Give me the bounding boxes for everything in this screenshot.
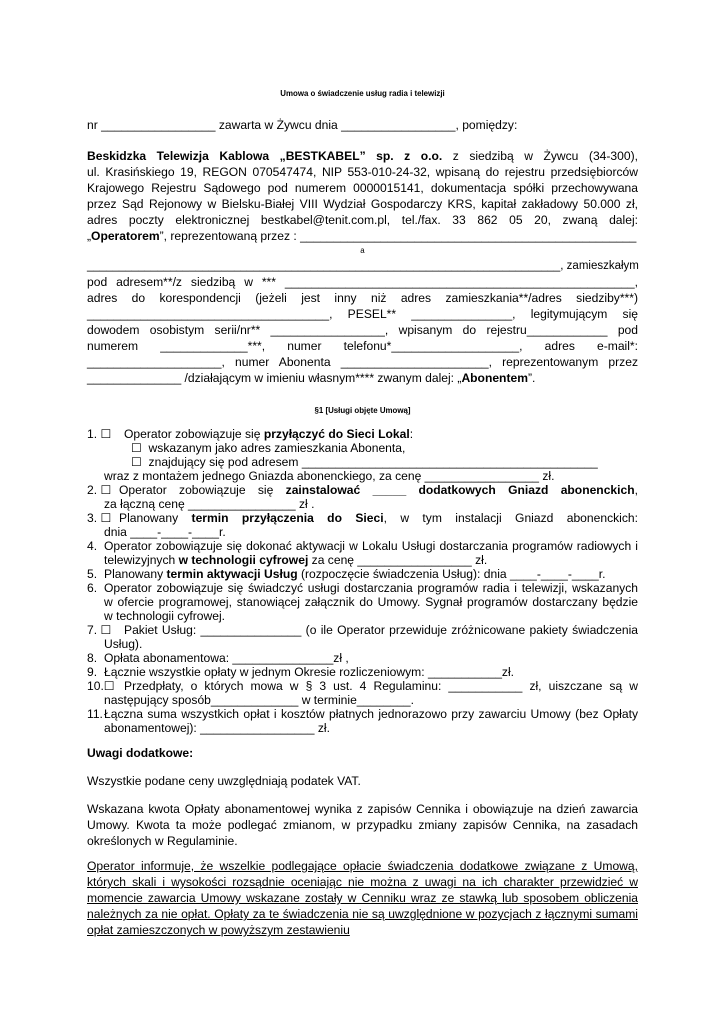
item-4-number: 4. <box>87 539 98 553</box>
client-line-6: numerem _____________***, numer telefonu*___________________, adres e-mail*: <box>87 339 638 353</box>
item-8-text: Opłata abonamentowa: _______________zł , <box>104 651 349 665</box>
item-10-number[interactable]: 10.☐ <box>87 679 115 693</box>
operator-line-1: Beskidzka Telewizja Kablowa „BESTKABEL” sp. z o.o. z siedzibą w Żywcu (34-300), <box>87 149 638 163</box>
item-4-line-2: telewizyjnych w technologii cyfrowej za cenę _________________ zł. <box>104 553 488 567</box>
item-6-line-2: w ofercie programowej, stanowiącej załącznik do Umowy. Sygnał programów dostarczany będzie <box>104 595 638 609</box>
item-7-number[interactable]: 7. ☐ <box>87 623 112 637</box>
item-8-number: 8. <box>87 651 98 665</box>
and-separator: a <box>360 246 365 255</box>
item-3-text: Planowany termin przyłączenia do Sieci, w tym instalacji Gniazd abonenckich: <box>119 511 638 525</box>
contract-number-line: nr _________________ zawarta w Żywcu dnia _________________, pomiędzy: <box>87 118 518 132</box>
item-2-number[interactable]: 2. ☐ <box>87 483 112 497</box>
client-line-5: dowodem osobistym serii/nr** _________________, wpisanym do rejestru____________ pod <box>87 323 638 337</box>
section-1-heading: §1 [Usługi objęte Umową] <box>314 406 411 415</box>
item-2-continuation: za łączną cenę ________________ zł . <box>104 497 315 511</box>
client-line-7: ____________________, numer Abonenta ______________________, reprezentowanym przez <box>87 355 638 369</box>
info-note-line-4: należnych za nie opłat. Opłaty za te świadczenia nie są uwzględnione w pozycjach z łącznymi sumami <box>87 907 638 921</box>
fee-note-line-1: Wskazana kwota Opłaty abonamentowej wynika z zapisów Cennika i obowiązuje na dzień zawarcia <box>87 802 638 816</box>
item-9-text: Łącznie wszystkie opłaty w jednym Okresie rozliczeniowym: ___________zł. <box>104 665 515 679</box>
item-2-text: Operator zobowiązuje się zainstalować _____ dodatkowych Gniazd abonenckich, <box>119 483 638 497</box>
item-1-number: 1. ☐ <box>87 427 112 441</box>
item-5-text: Planowany termin aktywacji Usług (rozpoczęcie świadczenia Usług): dnia ____-____-____r. <box>104 567 606 581</box>
item-3-continuation: dnia ____-____-____r. <box>104 525 226 539</box>
info-note-line-2: których skali i wysokości rozsądnie oceniając nie można z uwagi na ich charakter przewidzieć w <box>87 875 638 889</box>
fee-note-line-3: określonych w Regulaminie. <box>87 834 238 848</box>
item-1-option-residence[interactable]: ☐ wskazanym jako adres zamieszkania Abonenta, <box>131 441 406 455</box>
info-note-line-5: opłat zamieszczonych w powyższym zestawieniu <box>87 923 350 937</box>
operator-line-3: Krajowego Rejestru Sądowego pod numerem 0000015141, dokumentacja spółki przechowywana <box>87 181 638 195</box>
item-11-line-1: Łączna suma wszystkich opłat i kosztów płatnych jednorazowo przy zawarciu Umowy (bez Opłaty <box>104 707 638 721</box>
document-title: Umowa o świadczenie usług radia i telewizji <box>280 89 445 98</box>
client-line-3: adres do korespondencji (jeżeli jest inny niż adres zamieszkania**/adres siedziby***) <box>87 291 638 305</box>
item-6-line-3: w technologii cyfrowej. <box>104 609 225 623</box>
operator-line-5: adres poczty elektronicznej bestkabel@tenit.com.pl, tel./fax. 33 862 05 20, zwaną dalej: <box>87 213 638 227</box>
item-10-line-2: następujący sposób_____________ w terminie________. <box>104 693 414 707</box>
fee-note-line-2: Umowy. Kwota ta może podlegać zmianom, w przypadku zmiany zapisów Cennika, na zasadach <box>87 818 638 832</box>
item-4-line-1: Operator zobowiązuje się dokonać aktywacji w Lokalu Usługi dostarczania programów radiowych i <box>104 539 638 553</box>
item-9-number: 9. <box>87 665 98 679</box>
item-7-line-1: Pakiet Usług: _______________ (o ile Operator przewiduje zróżnicowane pakiety świadczenia <box>124 623 638 637</box>
operator-line-2: ul. Krasińskiego 19, REGON 070547474, NIP 553-010-24-32, wpisaną do rejestru przedsiębiorców <box>87 165 638 179</box>
remarks-heading: Uwagi dodatkowe: <box>87 746 194 760</box>
operator-line-4: przez Sąd Rejonowy w Bielsku-Białej VIII Wydział Gospodarczy KRS, kapitał zakładowy 50.000 zł, <box>87 197 638 211</box>
item-1-text: Operator zobowiązuje się przyłączyć do Sieci Lokal: <box>124 427 414 441</box>
client-line-8: ______________ /działającym w imieniu własnym**** zwanym dalej: „Abonentem”. <box>87 371 536 385</box>
operator-line-6: „Operatorem”, reprezentowaną przez : __________________________________________________ <box>87 229 637 243</box>
item-11-number: 11. <box>87 707 103 721</box>
client-line-1: __________________________________________________________________________, zamieszkałym <box>87 260 639 272</box>
item-6-number: 6. <box>87 581 98 595</box>
info-note-line-1: Operator informuje, że wszelkie podlegające opłacie świadczenia dodatkowe związane z Umową, <box>87 859 638 873</box>
item-1-continuation: wraz z montażem jednego Gniazda abonenckiego, za cenę _________________ zł. <box>104 469 555 483</box>
vat-note: Wszystkie podane ceny uwzględniają podatek VAT. <box>87 774 361 788</box>
item-6-line-1: Operator zobowiązuje się świadczyć usługi dostarczania programów radia i telewizji, wskazanych <box>104 581 638 595</box>
item-1-option-other-address[interactable]: ☐ znajdujący się pod adresem ____________________________________________ <box>131 455 598 469</box>
info-note-line-3: momencie zawarcia Umowy wskazane zostały w Cenniku wraz ze stawką lub sposobem obliczenia <box>87 891 638 905</box>
item-7-line-2: Usług). <box>104 637 143 651</box>
item-5-number: 5. <box>87 567 98 581</box>
client-line-2: pod adresem**/z siedzibą w *** ____________________________________________________, <box>87 275 638 289</box>
item-11-line-2: abonamentowej): _________________ zł. <box>104 721 330 735</box>
item-10-line-1: Przedpłaty, o których mowa w § 3 ust. 4 Regulaminu: ___________ zł, uiszczane są w <box>124 679 638 693</box>
client-line-4: ____________________________________, PESEL** _______________, legitymującym się <box>87 307 638 321</box>
item-3-number[interactable]: 3. ☐ <box>87 511 112 525</box>
